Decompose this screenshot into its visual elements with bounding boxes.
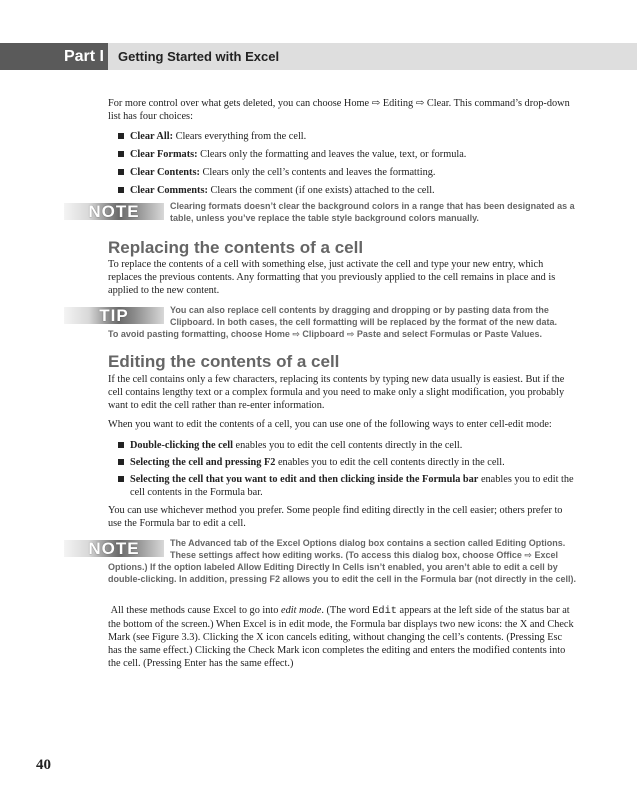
header-title: Getting Started with Excel (118, 49, 280, 64)
edit-mode-term: edit mode (281, 605, 322, 616)
bullet-term: Double-clicking the cell (130, 440, 233, 451)
bullet-formula-bar (130, 473, 585, 499)
bullet-square-icon (118, 151, 124, 157)
tip-line: You can also replace cell contents by dragging and dropping or by pasting data from the (170, 305, 549, 315)
bullet-double-click (130, 439, 585, 452)
bullet-term: Clear Formats: (130, 149, 198, 160)
bullet-term: Selecting the cell that you want to edit and then clicking inside the Formula bar (130, 474, 479, 485)
section-heading-replacing: Replacing the contents of a cell (108, 238, 364, 257)
final-paragraph (108, 604, 578, 670)
tip-badge-label: TIP (99, 306, 129, 325)
note-line: The Advanced tab of the Excel Options dialog box contains a section called Editing Options. (170, 538, 566, 548)
bullet-desc: Clears only the formatting and leaves the value, text, or formula. (197, 149, 467, 160)
replacing-paragraph: To replace the contents of a cell with something else, just activate the cell and type your new entry, which replaces the previous contents. Any formatting that you previously applied to the cell remains in place and is applied to the new content. (108, 259, 556, 296)
bullet-clear-formats (130, 148, 585, 161)
bullet-term: Selecting the cell and pressing F2 (130, 457, 276, 468)
tip-badge (64, 307, 164, 324)
tip-line: Clipboard. In both cases, the cell formatting will be replaced by the format of the new data. (170, 317, 558, 327)
section-heading-editing: Editing the contents of a cell (108, 352, 340, 371)
note-badge (64, 540, 164, 557)
note-badge (64, 203, 164, 220)
bullet-square-icon (118, 187, 124, 193)
bullet-square-icon (118, 459, 124, 465)
intro-paragraph: For more control over what gets deleted, you can choose Home ⇨ Editing ⇨ Clear. This command’s drop-down list has four choices: (108, 98, 570, 122)
note-line: table, unless you’ve replace the table style background colors manually. (170, 213, 479, 223)
bullet-desc: Clears only the cell’s contents and leaves the formatting. (199, 167, 436, 178)
bullet-desc: Clears the comment (if one exists) attached to the cell. (207, 185, 435, 196)
tip-line: To avoid pasting formatting, choose Home ⇨ Clipboard ⇨ Paste and select Formulas or Paste Values. (108, 329, 543, 339)
bullet-square-icon (118, 169, 124, 175)
editing-paragraph-3: You can use whichever method you prefer. Some people find editing directly in the cell easier; others prefer to use the Formula bar to edit a cell. (108, 505, 563, 529)
bullet-clear-all (130, 130, 585, 143)
edit-code: Edit (372, 605, 397, 617)
part-label: Part I (63, 48, 104, 65)
bullet-desc: enables you to edit the cell contents directly in the cell. (275, 457, 505, 468)
bullet-desc: Clears everything from the cell. (173, 131, 307, 142)
bullet-clear-comments (130, 184, 585, 197)
page-number: 40 (36, 757, 51, 773)
final-text-2: . (The word (321, 605, 373, 616)
bullet-desc: enables you to edit the cell contents directly in the cell. (232, 440, 463, 451)
note-line: Clearing formats doesn’t clear the background colors in a range that has been designated as a (170, 201, 575, 211)
bullet-press-f2 (130, 456, 585, 469)
note-badge-label: NOTE (88, 539, 140, 558)
note-line: These settings affect how editing works. (To access this dialog box, choose Office ⇨ Excel (170, 550, 558, 560)
note-rest: Options.) If the option labeled Allow Editing Directly In Cells isn’t enabled, you aren’t able to edit a cell by double-clicking. In addition, pressing F2 allows you to edit the cell in the Formula bar (not directly in the cell). (108, 562, 577, 584)
final-text-3: appears at the left side of the status bar at the bottom of the screen.) When Excel is in edit mode, the Formula bar displays two new icons: the X and Check Mark (see Figure 3.3). Clicking the X icon cancels editing, without changing the cell’s contents. (Pressing Esc has the same effect.) Clicking the Check Mark icon completes the editing and enters the modified contents into the cell. (Pressing Enter has the same effect.) (108, 605, 574, 669)
bullet-term: Clear All: (130, 131, 173, 142)
bullet-desc: enables you to edit the cell contents in the Formula bar. (130, 474, 574, 498)
note-badge-label: NOTE (88, 202, 140, 221)
bullet-clear-contents (130, 166, 585, 179)
editing-paragraph-1: If the cell contains only a few characters, replacing its contents by typing new data usually is easiest. But if the cell contains lengthy text or a complex formula and you need to make only a slight modification, you probably want to edit the cell rather than re-enter information. (108, 374, 565, 411)
bullet-term: Clear Comments: (130, 185, 208, 196)
bullet-square-icon (118, 133, 124, 139)
bullet-square-icon (118, 476, 124, 482)
bullet-square-icon (118, 442, 124, 448)
bullet-term: Clear Contents: (130, 167, 200, 178)
editing-paragraph-2: When you want to edit the contents of a cell, you can use one of the following ways to enter cell-edit mode: (108, 419, 552, 430)
final-text-1: All these methods cause Excel to go into (110, 605, 282, 616)
